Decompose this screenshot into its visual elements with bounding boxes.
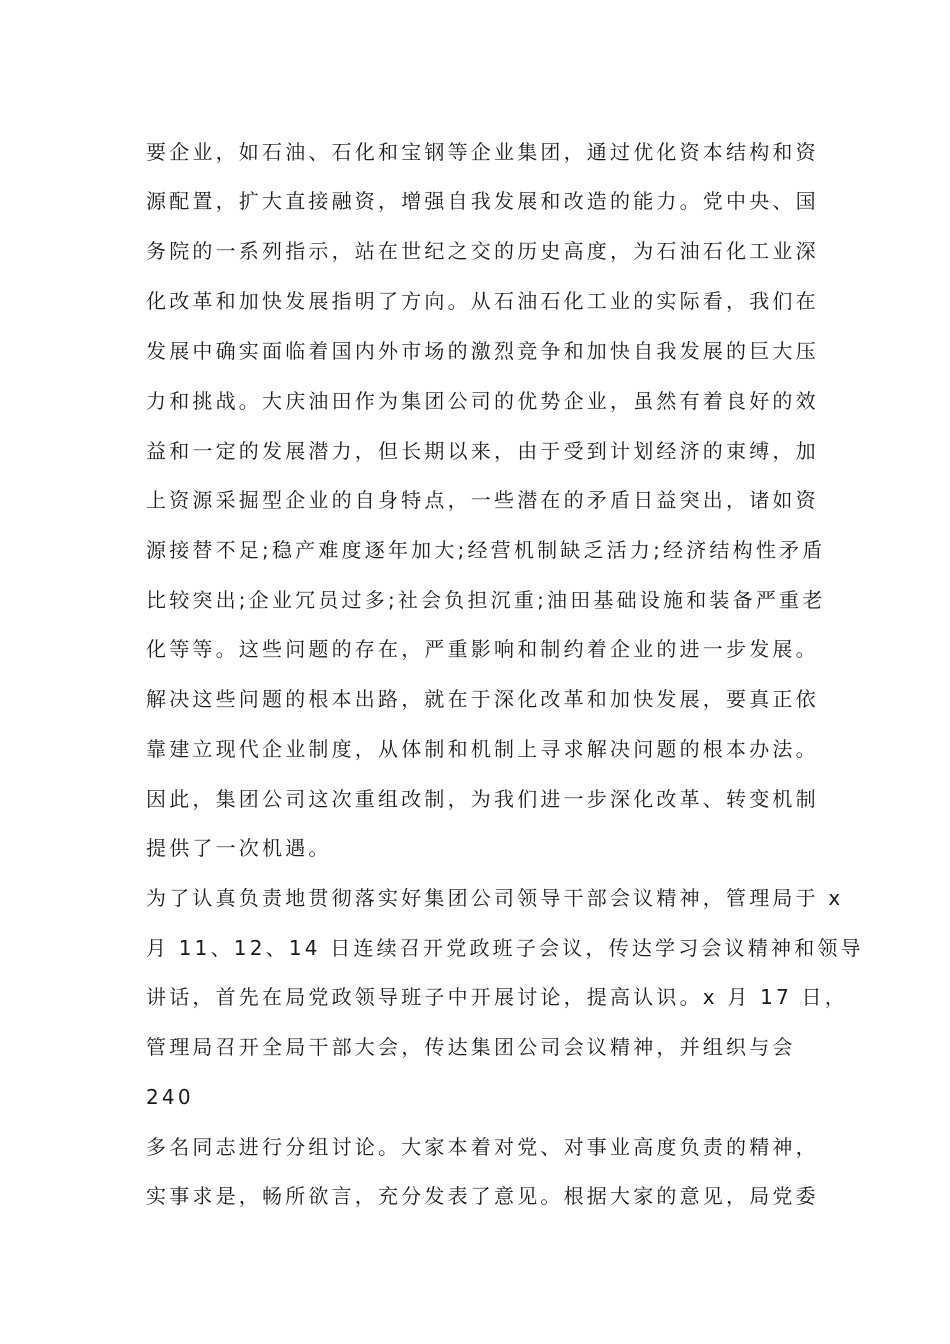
text-line: 比较突出;企业冗员过多;社会负担沉重;油田基础设施和装备严重老: [146, 588, 826, 612]
text-line: 化改革和加快发展指明了方向。从石油石化工业的实际看，我们在: [146, 289, 819, 313]
text-line: 益和一定的发展潜力，但长期以来，由于受到计划经济的束缚，加: [146, 439, 819, 463]
text-line: 化等等。这些问题的存在，严重影响和制约着企业的进一步发展。: [146, 637, 819, 661]
text-line: 要企业，如石油、石化和宝钢等企业集团，通过优化资本结构和资: [146, 140, 819, 164]
text-line: 提供了一次机遇。: [146, 836, 332, 860]
text-line: 靠建立现代企业制度，从体制和机制上寻求解决问题的根本办法。: [146, 737, 819, 761]
text-line: 源接替不足;稳产难度逐年加大;经营机制缺乏活力;经济结构性矛盾: [146, 538, 826, 562]
text-line: 源配置，扩大直接融资，增强自我发展和改造的能力。党中央、国: [146, 189, 819, 213]
text-line: 发展中确实面临着国内外市场的激烈竞争和加快自我发展的巨大压: [146, 339, 819, 363]
text-line: 力和挑战。大庆油田作为集团公司的优势企业，虽然有着良好的效: [146, 389, 819, 413]
text-line: 多名同志进行分组讨论。大家本着对党、对事业高度负责的精神，: [146, 1135, 819, 1159]
text-line: 上资源采掘型企业的自身特点，一些潜在的矛盾日益突出，诸如资: [146, 488, 819, 512]
text-line: 实事求是，畅所欲言，充分发表了意见。根据大家的意见，局党委: [146, 1184, 819, 1208]
text-line: 务院的一系列指示，站在世纪之交的历史高度，为石油石化工业深: [146, 239, 819, 263]
text-line: 因此，集团公司这次重组改制，为我们进一步深化改革、转变机制: [146, 787, 819, 811]
text-line: 月 11、12、14 日连续召开党政班子会议，传达学习会议精神和领导: [146, 936, 864, 960]
page-number-text: 240: [146, 1085, 194, 1109]
text-line: 管理局召开全局干部大会，传达集团公司会议精神，并组织与会: [146, 1035, 796, 1059]
text-line: 讲话，首先在局党政领导班子中开展讨论，提高认识。x 月 17 日，: [146, 985, 848, 1009]
text-line: 解决这些问题的根本出路，就在于深化改革和加快发展，要真正依: [146, 687, 819, 711]
text-line: 为了认真负责地贯彻落实好集团公司领导干部会议精神，管理局于 x: [146, 886, 844, 910]
